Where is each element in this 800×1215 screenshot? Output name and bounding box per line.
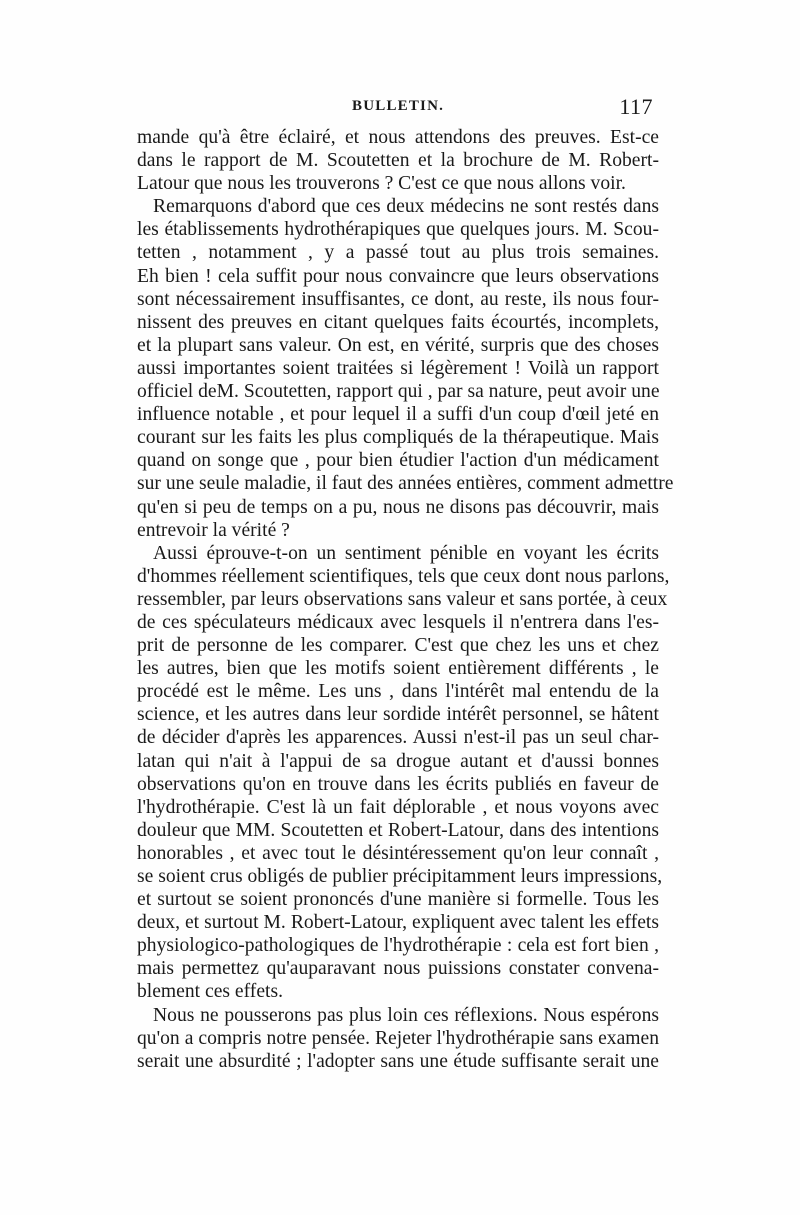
text-line: mais permettez qu'auparavant nous puissions constater convena- — [137, 958, 659, 980]
text-line: qu'en si peu de temps on a pu, nous ne disons pas découvrir, mais — [137, 496, 659, 518]
text-line: tetten , notamment , y a passé tout au plus trois semaines. — [137, 242, 659, 264]
text-line: blement ces effets. — [137, 981, 283, 1003]
text-line: Eh bien ! cela suffit pour nous convaincre que leurs observations — [137, 265, 659, 287]
text-line: Aussi éprouve-t-on un sentiment pénible en voyant les écrits — [153, 542, 659, 564]
text-line: aussi importantes soient traitées si légèrement ! Voilà un rapport — [137, 357, 659, 379]
page-number: 117 — [619, 94, 653, 119]
text-line: et surtout se soient prononcés d'une manière si formelle. Tous les — [137, 889, 659, 911]
text-line: qu'on a compris notre pensée. Rejeter l'hydrothérapie sans examen — [137, 1027, 659, 1049]
paragraph-4 — [137, 1004, 659, 1073]
text-line: d'hommes réellement scientifiques, tels que ceux dont nous parlons, — [137, 565, 670, 587]
text-line: ressembler, par leurs observations sans valeur et sans portée, à ceux — [137, 588, 668, 610]
text-line: physiologico-pathologiques de l'hydrothérapie : cela est fort bien , — [137, 935, 659, 957]
text-line: officiel deM. Scoutetten, rapport qui , par sa nature, peut avoir une — [137, 381, 660, 403]
body-text — [137, 126, 674, 1073]
text-line: mande qu'à être éclairé, et nous attendons des preuves. Est-ce — [137, 127, 659, 148]
text-line: les autres, bien que les motifs soient entièrement différents , le — [137, 658, 659, 680]
text-line: nissent des preuves en citant quelques faits écourtés, incomplets, — [137, 311, 659, 333]
text-line: sont nécessairement insuffisantes, ce dont, au reste, ils nous four- — [137, 288, 659, 310]
text-line: les établissements hydrothérapiques que quelques jours. M. Scou- — [137, 219, 659, 241]
text-line: de ces spéculateurs médicaux avec lesquels il n'entrera dans l'es- — [137, 611, 659, 633]
running-title: BULLETIN. — [352, 98, 445, 114]
text-line: de décider d'après les apparences. Aussi n'est-il pas un seul char- — [137, 727, 659, 749]
text-line: dans le rapport de M. Scoutetten et la brochure de M. Robert- — [137, 150, 659, 172]
text-line: influence notable , et pour lequel il a suffi d'un coup d'œil jeté en — [137, 404, 659, 426]
text-line: latan qui n'ait à l'appui de sa drogue autant et d'aussi bonnes — [137, 750, 659, 772]
text-line: procédé est le même. Les uns , dans l'intérêt mal entendu de la — [137, 681, 659, 703]
text-line: observations qu'on en trouve dans les écrits publiés en faveur de — [137, 773, 659, 795]
text-line: Latour que nous les trouverons ? C'est ce que nous allons voir. — [137, 173, 626, 195]
text-line: se soient crus obligés de publier précipitamment leurs impressions, — [137, 866, 663, 887]
text-line: prit de personne de les comparer. C'est que chez les uns et chez — [137, 635, 659, 657]
text-line: sur une seule maladie, il faut des années entières, comment admettre — [137, 473, 674, 495]
running-header — [137, 94, 657, 124]
text-line: douleur que MM. Scoutetten et Robert-Latour, dans des intentions — [137, 819, 659, 841]
text-line: deux, et surtout M. Robert-Latour, expliquent avec talent les effets — [137, 912, 659, 934]
paragraph-2 — [137, 195, 674, 541]
text-line: entrevoir la vérité ? — [137, 519, 290, 541]
text-line: l'hydrothérapie. C'est là un fait déplorable , et nous voyons avec — [137, 796, 659, 818]
text-line: et la plupart sans valeur. On est, en vérité, surpris que des choses — [137, 334, 659, 356]
text-line: science, et les autres dans leur sordide intérêt personnel, se hâtent — [137, 704, 659, 726]
text-line: Nous ne pousserons pas plus loin ces réflexions. Nous espérons — [153, 1004, 659, 1026]
text-line: courant sur les faits les plus compliqués de la thérapeutique. Mais — [137, 427, 659, 449]
text-line: serait une absurdité ; l'adopter sans une étude suffisante serait une — [137, 1050, 659, 1072]
text-line: honorables , et avec tout le désintéressement qu'on leur connaît , — [137, 842, 659, 864]
paragraph-3 — [137, 542, 670, 1004]
text-line: Remarquons d'abord que ces deux médecins ne sont restés dans — [153, 196, 659, 218]
paragraph-1 — [137, 126, 659, 195]
text-line: quand on songe que , pour bien étudier l'action d'un médicament — [137, 450, 659, 472]
